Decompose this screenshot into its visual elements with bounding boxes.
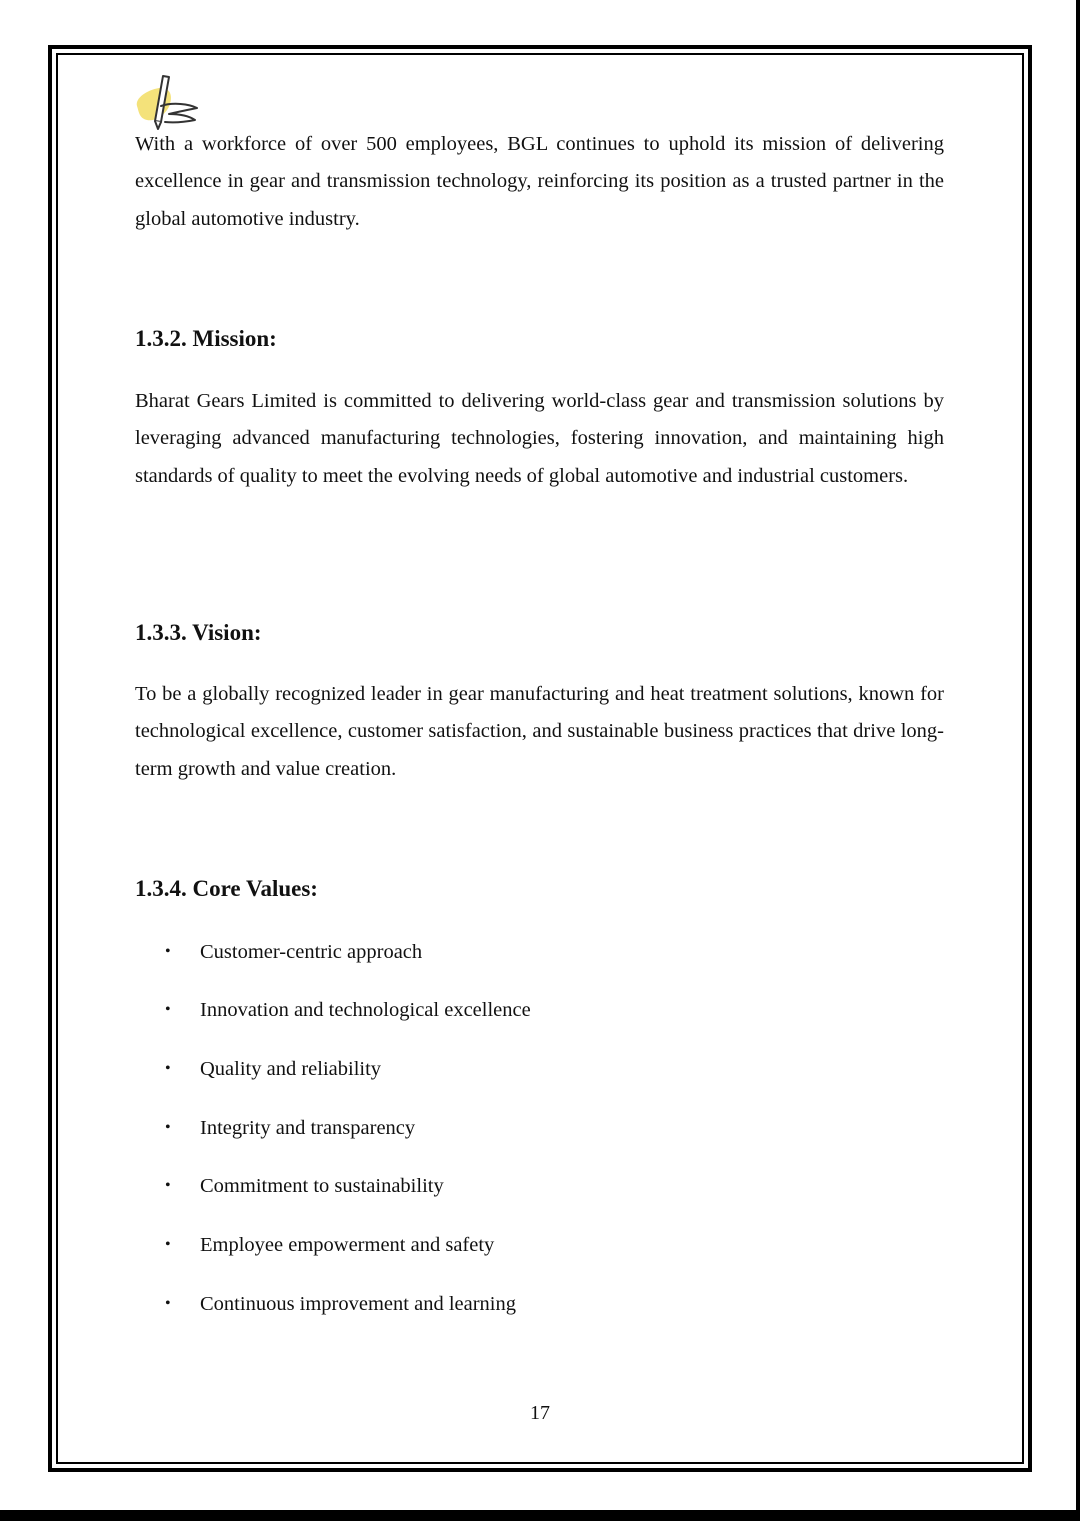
page-edge-right [1076, 0, 1080, 1521]
core-value-text: Integrity and transparency [200, 1117, 416, 1139]
bullet-icon: • [165, 1236, 171, 1253]
mission-paragraph: Bharat Gears Limited is committed to delivering world-class gear and transmission solutions by leveraging advanced manufacturing technologies, fostering innovation, and maintaining high standards of quality to meet the evolving needs of global automotive and industrial customers. [135, 390, 944, 487]
core-value-text: Commitment to sustainability [200, 1175, 444, 1197]
page-number: 17 [530, 1402, 550, 1424]
core-value-text: Employee empowerment and safety [200, 1234, 495, 1256]
core-value-text: Quality and reliability [200, 1058, 382, 1080]
page-edge-bottom [0, 1510, 1080, 1521]
bullet-icon: • [165, 1177, 171, 1194]
vision-heading: 1.3.3. Vision: [135, 620, 262, 645]
vision-paragraph: To be a globally recognized leader in gear manufacturing and heat treatment solutions, known for technological excellence, customer satisfaction, and sustainable business practices that drive long-term growth and value creation. [135, 683, 944, 780]
core-value-text: Continuous improvement and learning [200, 1293, 516, 1315]
core-values-heading: 1.3.4. Core Values: [135, 876, 318, 901]
mission-heading: 1.3.2. Mission: [135, 326, 277, 351]
bullet-icon: • [165, 1119, 171, 1136]
bullet-icon: • [165, 1060, 171, 1077]
intro-paragraph: With a workforce of over 500 employees, BGL continues to uphold its mission of delivering excellence in gear and transmission technology, reinforcing its position as a trusted partner in the global automotive industry. [135, 133, 944, 230]
core-value-text: Customer-centric approach [200, 941, 423, 963]
bullet-icon: • [165, 1001, 171, 1018]
bullet-icon: • [165, 1295, 171, 1312]
bullet-icon: • [165, 943, 171, 960]
core-value-text: Innovation and technological excellence [200, 999, 531, 1021]
pen-logo-icon [133, 72, 203, 132]
